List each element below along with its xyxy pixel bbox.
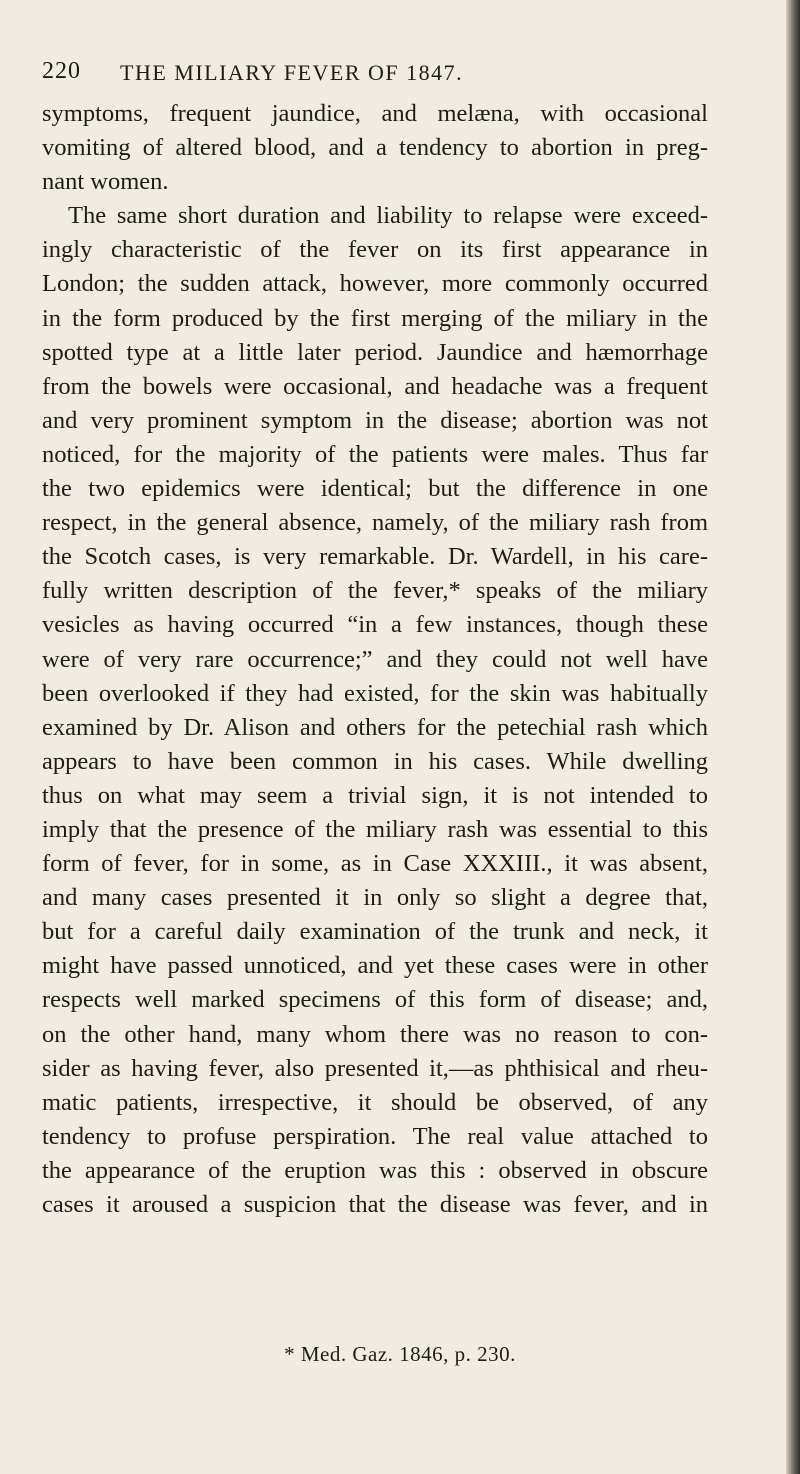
- text-line: from the bowels were occasional, and headache was a frequent: [42, 372, 708, 400]
- running-head: THE MILIARY FEVER OF 1847.: [120, 60, 464, 85]
- text-line: sider as having fever, also presented it,—as phthisical and rheu-: [42, 1054, 708, 1082]
- text-line: nant women.: [42, 168, 169, 196]
- text-line: tendency to profuse perspiration. The real value attached to: [42, 1122, 708, 1150]
- page-edge-shadow: [786, 0, 800, 1474]
- text-line: imply that the presence of the miliary rash was essential to this: [42, 815, 708, 843]
- text-line: noticed, for the majority of the patients were males. Thus far: [42, 440, 708, 468]
- page-number: 220: [42, 58, 81, 84]
- text-line: in the form produced by the first merging of the miliary in the: [42, 304, 708, 332]
- text-line: might have passed unnoticed, and yet these cases were in other: [42, 952, 708, 980]
- text-line: matic patients, irrespective, it should be observed, of any: [42, 1088, 708, 1116]
- text-line: the appearance of the eruption was this : observed in obscure: [42, 1156, 708, 1184]
- text-line: and very prominent symptom in the disease; abortion was not: [42, 406, 708, 434]
- text-line: vomiting of altered blood, and a tendency to abortion in preg-: [42, 134, 708, 162]
- text-line: cases it aroused a suspicion that the disease was fever, and in: [42, 1191, 708, 1218]
- text-line: spotted type at a little later period. Jaundice and hæmorrhage: [42, 338, 708, 366]
- text-line: appears to have been common in his cases. While dwelling: [42, 747, 708, 775]
- text-line: on the other hand, many whom there was no reason to con-: [42, 1020, 708, 1048]
- text-line: form of fever, for in some, as in Case XXXIII., it was absent,: [42, 850, 708, 878]
- text-line: and many cases presented it in only so slight a degree that,: [42, 884, 708, 912]
- text-line: symptoms, frequent jaundice, and melæna, with occasional: [42, 100, 708, 127]
- text-line: were of very rare occurrence;” and they could not well have: [42, 645, 708, 673]
- page-header: [42, 58, 742, 90]
- text-line: ingly characteristic of the fever on its first appearance in: [42, 236, 708, 264]
- text-line: The same short duration and liability to relapse were exceed-: [68, 202, 708, 230]
- body-text: [42, 97, 708, 1222]
- text-line: London; the sudden attack, however, more commonly occurred: [42, 270, 708, 298]
- footnote: * Med. Gaz. 1846, p. 230.: [284, 1342, 516, 1366]
- text-line: respect, in the general absence, namely, of the miliary rash from: [42, 509, 708, 537]
- text-line: thus on what may seem a trivial sign, it is not intended to: [42, 781, 708, 809]
- text-line: the Scotch cases, is very remarkable. Dr. Wardell, in his care-: [42, 543, 708, 571]
- text-line: but for a careful daily examination of the trunk and neck, it: [42, 918, 708, 946]
- text-line: the two epidemics were identical; but the difference in one: [42, 475, 708, 503]
- text-line: fully written description of the fever,* speaks of the miliary: [42, 577, 708, 605]
- text-line: respects well marked specimens of this form of disease; and,: [42, 986, 708, 1014]
- text-line: examined by Dr. Alison and others for the petechial rash which: [42, 713, 708, 741]
- text-line: vesicles as having occurred “in a few instances, though these: [42, 611, 708, 639]
- text-line: been overlooked if they had existed, for the skin was habitually: [42, 679, 708, 707]
